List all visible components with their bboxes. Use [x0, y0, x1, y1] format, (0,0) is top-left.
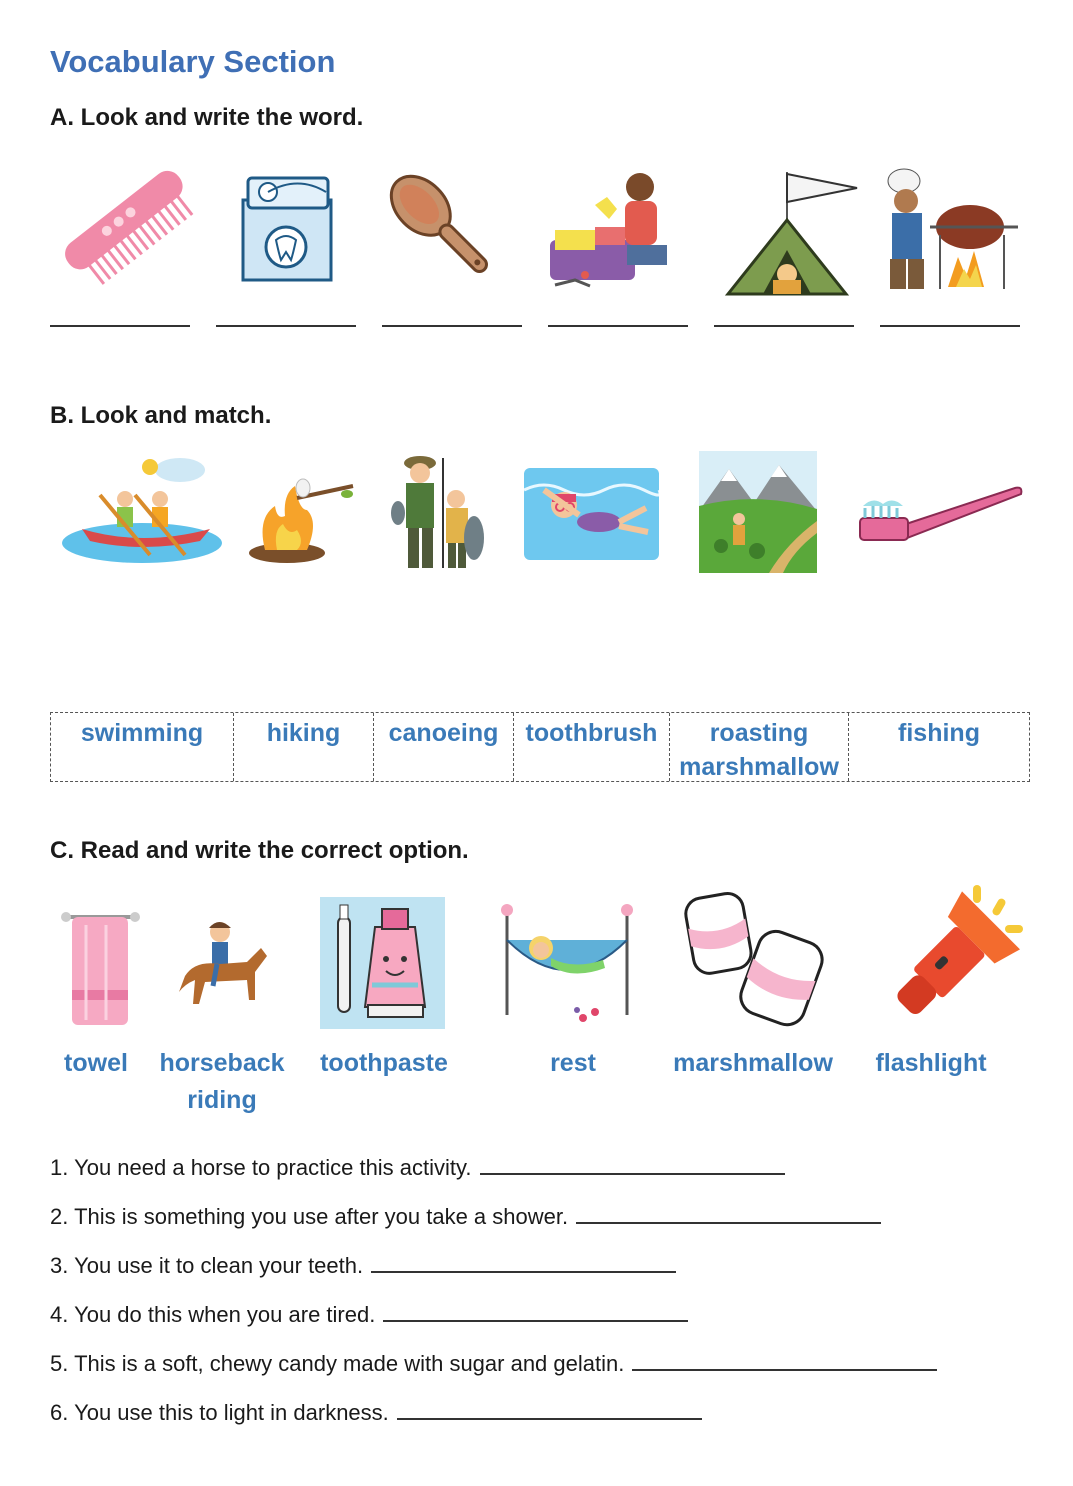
- dental-floss-icon: [238, 170, 338, 285]
- answer-line[interactable]: [576, 1208, 881, 1224]
- swimming-icon: [524, 460, 659, 560]
- page-title: Vocabulary Section: [50, 44, 336, 79]
- question-text: 4. You do this when you are tired.: [50, 1302, 376, 1327]
- word-bank-word: canoeing: [388, 719, 499, 747]
- word-bank-word: roasting marshmallow: [679, 719, 839, 781]
- option-word: towel: [64, 1049, 128, 1077]
- hammock-rest-icon: [493, 900, 641, 1030]
- word-bank-word: fishing: [898, 719, 980, 747]
- word-bank-cell: [514, 713, 670, 781]
- word-bank-cell: [849, 713, 1029, 781]
- section-c-title: C. Read and write the correct option.: [50, 837, 469, 864]
- question: [50, 1351, 937, 1377]
- answer-line[interactable]: [371, 1257, 676, 1273]
- hiking-icon: [699, 451, 817, 573]
- tent-icon: [723, 162, 858, 297]
- question-text: 3. You use it to clean your teeth.: [50, 1253, 364, 1278]
- answer-line[interactable]: [216, 325, 356, 327]
- section-b-title: B. Look and match.: [50, 402, 272, 429]
- option-word: marshmallow: [673, 1049, 833, 1077]
- chef-grilling-icon: [878, 165, 1028, 295]
- answer-line[interactable]: [480, 1159, 785, 1175]
- question-text: 6. You use this to light in darkness.: [50, 1400, 389, 1425]
- marshmallow-icon: [680, 885, 825, 1030]
- question: [50, 1204, 881, 1230]
- toothpaste-icon: [320, 897, 445, 1029]
- answer-line[interactable]: [397, 1404, 702, 1420]
- word-bank-word: swimming: [80, 719, 204, 747]
- question: [50, 1253, 676, 1279]
- word-bank-word: hiking: [266, 719, 341, 747]
- option-word: rest: [550, 1049, 596, 1077]
- answer-line[interactable]: [383, 1306, 688, 1322]
- word-bank-table: [50, 712, 1030, 782]
- answer-line[interactable]: [632, 1355, 937, 1371]
- girl-packing-suitcase-icon: [545, 165, 685, 295]
- word-bank-cell: [234, 713, 374, 781]
- word-bank-cell: [51, 713, 234, 781]
- hairbrush-icon: [380, 165, 505, 290]
- towel-icon: [58, 905, 143, 1030]
- word-bank-cell: [374, 713, 514, 781]
- fishing-icon: [388, 453, 488, 571]
- option-word: horseback riding: [159, 1049, 285, 1114]
- answer-line[interactable]: [548, 325, 688, 327]
- answer-line[interactable]: [50, 325, 190, 327]
- comb-icon: [55, 158, 205, 293]
- answer-line[interactable]: [382, 325, 522, 327]
- question: [50, 1400, 702, 1426]
- canoeing-icon: [60, 455, 225, 570]
- toothbrush-icon: [855, 478, 1023, 550]
- question-text: 1. You need a horse to practice this activity.: [50, 1155, 472, 1180]
- word-bank-cell: [670, 713, 849, 781]
- question: [50, 1302, 688, 1328]
- question: [50, 1155, 785, 1181]
- horseback-riding-icon: [175, 918, 270, 1013]
- flashlight-icon: [875, 880, 1025, 1030]
- answer-line[interactable]: [714, 325, 854, 327]
- answer-line[interactable]: [880, 325, 1020, 327]
- question-text: 5. This is a soft, chewy candy made with sugar and gelatin.: [50, 1351, 625, 1376]
- section-a-title: A. Look and write the word.: [50, 104, 364, 131]
- option-word: flashlight: [875, 1049, 987, 1077]
- option-word: toothpaste: [320, 1049, 448, 1077]
- roasting-marshmallow-icon: [245, 458, 355, 568]
- question-text: 2. This is something you use after you take a shower.: [50, 1204, 569, 1229]
- word-bank-word: toothbrush: [525, 719, 658, 747]
